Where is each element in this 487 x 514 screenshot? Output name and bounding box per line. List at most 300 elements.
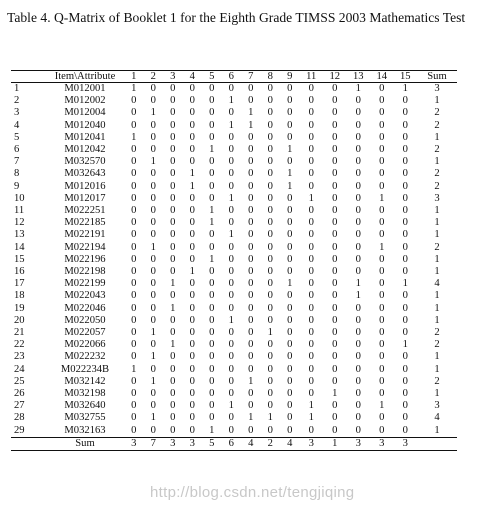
q-matrix-cell: 0 bbox=[379, 119, 385, 131]
sum-row-label: Sum bbox=[75, 437, 95, 449]
q-matrix-cell: 0 bbox=[355, 144, 361, 156]
q-matrix-cell: 0 bbox=[170, 229, 176, 241]
table-row bbox=[11, 205, 457, 217]
row-sum: 1 bbox=[434, 95, 440, 107]
item-id: M012041 bbox=[64, 131, 106, 143]
table-row bbox=[11, 229, 457, 241]
q-matrix-cell: 0 bbox=[170, 327, 176, 339]
q-matrix-cell: 0 bbox=[170, 95, 176, 107]
q-matrix-cell: 0 bbox=[150, 266, 156, 278]
q-matrix-cell: 0 bbox=[228, 83, 234, 94]
q-matrix-cell: 0 bbox=[170, 290, 176, 302]
q-matrix-cell: 1 bbox=[150, 375, 156, 387]
q-matrix-cell: 0 bbox=[228, 290, 234, 302]
item-id: M012001 bbox=[64, 83, 106, 94]
q-matrix-cell: 0 bbox=[287, 95, 293, 107]
q-matrix-cell: 0 bbox=[248, 424, 254, 436]
item-id: M032198 bbox=[64, 388, 106, 400]
q-matrix-cell: 0 bbox=[189, 327, 195, 339]
table-row bbox=[11, 168, 457, 180]
q-matrix-cell: 0 bbox=[379, 327, 385, 339]
table-header bbox=[11, 71, 457, 83]
q-matrix-cell: 0 bbox=[308, 107, 314, 119]
q-matrix-cell: 0 bbox=[248, 95, 254, 107]
q-matrix-cell: 0 bbox=[332, 314, 338, 326]
q-matrix-cell: 0 bbox=[355, 229, 361, 241]
attribute-header: 7 bbox=[248, 71, 254, 82]
q-matrix-cell: 0 bbox=[267, 375, 273, 387]
q-matrix-cell: 1 bbox=[402, 339, 408, 351]
table-row bbox=[11, 364, 457, 376]
q-matrix-cell: 0 bbox=[287, 217, 293, 229]
q-matrix-cell: 1 bbox=[228, 95, 234, 107]
q-matrix-cell: 0 bbox=[402, 290, 408, 302]
row-sum: 1 bbox=[434, 314, 440, 326]
attribute-header: 8 bbox=[267, 71, 273, 82]
q-matrix-cell: 0 bbox=[402, 253, 408, 265]
q-matrix-cell: 0 bbox=[170, 266, 176, 278]
q-matrix-cell: 1 bbox=[209, 253, 215, 265]
q-matrix-table-container bbox=[11, 70, 457, 451]
q-matrix-cell: 0 bbox=[379, 156, 385, 168]
q-matrix-cell: 0 bbox=[402, 217, 408, 229]
attribute-header: 4 bbox=[189, 71, 195, 82]
q-matrix-cell: 0 bbox=[267, 192, 273, 204]
table-row bbox=[11, 266, 457, 278]
q-matrix-cell: 0 bbox=[308, 95, 314, 107]
q-matrix-cell: 0 bbox=[228, 144, 234, 156]
q-matrix-cell: 0 bbox=[209, 229, 215, 241]
attribute-header: 11 bbox=[306, 71, 317, 82]
q-matrix-cell: 0 bbox=[209, 192, 215, 204]
q-matrix-cell: 0 bbox=[248, 339, 254, 351]
q-matrix-cell: 0 bbox=[267, 144, 273, 156]
q-matrix-cell: 0 bbox=[170, 253, 176, 265]
table-footer bbox=[11, 437, 457, 451]
q-matrix-cell: 0 bbox=[308, 83, 314, 94]
q-matrix-cell: 0 bbox=[308, 156, 314, 168]
q-matrix-cell: 0 bbox=[189, 83, 195, 94]
q-matrix-cell: 0 bbox=[150, 168, 156, 180]
table-row bbox=[11, 315, 457, 327]
q-matrix-cell: 0 bbox=[332, 400, 338, 412]
attribute-sum-cell: 3 bbox=[308, 437, 314, 449]
row-sum: 1 bbox=[434, 205, 440, 217]
q-matrix-cell: 0 bbox=[248, 327, 254, 339]
q-matrix-cell: 0 bbox=[248, 253, 254, 265]
q-matrix-cell: 0 bbox=[248, 229, 254, 241]
q-matrix-cell: 0 bbox=[248, 314, 254, 326]
q-matrix-cell: 0 bbox=[287, 156, 293, 168]
table-row bbox=[11, 388, 457, 400]
row-sum: 3 bbox=[434, 400, 440, 412]
q-matrix-cell: 0 bbox=[402, 131, 408, 143]
attribute-sum-cell: 3 bbox=[379, 437, 385, 449]
item-id: M022251 bbox=[64, 205, 106, 217]
q-matrix-cell: 0 bbox=[170, 144, 176, 156]
q-matrix-cell: 1 bbox=[170, 278, 176, 290]
q-matrix-cell: 0 bbox=[228, 363, 234, 375]
q-matrix-cell: 0 bbox=[332, 412, 338, 424]
q-matrix-cell: 0 bbox=[248, 180, 254, 192]
q-matrix-cell: 0 bbox=[248, 290, 254, 302]
q-matrix-cell: 0 bbox=[189, 217, 195, 229]
q-matrix-cell: 0 bbox=[332, 351, 338, 363]
q-matrix-cell: 0 bbox=[189, 400, 195, 412]
q-matrix-cell: 0 bbox=[287, 83, 293, 94]
row-sum: 1 bbox=[434, 131, 440, 143]
q-matrix-cell: 0 bbox=[402, 156, 408, 168]
q-matrix-cell: 0 bbox=[308, 119, 314, 131]
q-matrix-cell: 0 bbox=[189, 302, 195, 314]
q-matrix-cell: 0 bbox=[332, 424, 338, 436]
item-id: M022232 bbox=[64, 351, 106, 363]
q-matrix-cell: 0 bbox=[332, 168, 338, 180]
q-matrix-cell: 0 bbox=[209, 339, 215, 351]
q-matrix-cell: 0 bbox=[170, 400, 176, 412]
q-matrix-cell: 0 bbox=[355, 363, 361, 375]
attribute-sum-cell: 3 bbox=[355, 437, 361, 449]
item-id: M012042 bbox=[64, 144, 106, 156]
q-matrix-cell: 0 bbox=[287, 339, 293, 351]
q-matrix-cell: 1 bbox=[131, 131, 137, 143]
q-matrix-cell: 1 bbox=[150, 241, 156, 253]
row-number: 15 bbox=[14, 253, 25, 265]
q-matrix-cell: 0 bbox=[248, 266, 254, 278]
q-matrix-cell: 0 bbox=[189, 375, 195, 387]
row-sum: 3 bbox=[434, 83, 440, 94]
q-matrix-cell: 0 bbox=[355, 131, 361, 143]
row-number: 10 bbox=[14, 192, 25, 204]
q-matrix-cell: 0 bbox=[287, 119, 293, 131]
q-matrix-cell: 0 bbox=[402, 424, 408, 436]
q-matrix-cell: 1 bbox=[170, 302, 176, 314]
q-matrix-cell: 0 bbox=[248, 302, 254, 314]
q-matrix-cell: 0 bbox=[248, 83, 254, 94]
q-matrix-cell: 1 bbox=[379, 241, 385, 253]
attribute-sum-cell: 3 bbox=[131, 437, 137, 449]
q-matrix-cell: 0 bbox=[332, 302, 338, 314]
q-matrix-cell: 0 bbox=[248, 241, 254, 253]
row-sum: 1 bbox=[434, 266, 440, 278]
q-matrix-cell: 0 bbox=[379, 144, 385, 156]
attribute-header: 2 bbox=[150, 71, 156, 82]
q-matrix-cell: 0 bbox=[402, 327, 408, 339]
q-matrix-cell: 0 bbox=[209, 400, 215, 412]
q-matrix-cell: 0 bbox=[287, 375, 293, 387]
q-matrix-cell: 0 bbox=[402, 119, 408, 131]
q-matrix-cell: 0 bbox=[150, 205, 156, 217]
q-matrix-cell: 0 bbox=[170, 351, 176, 363]
row-sum: 2 bbox=[434, 375, 440, 387]
q-matrix-cell: 0 bbox=[131, 327, 137, 339]
q-matrix-cell: 0 bbox=[402, 400, 408, 412]
row-sum: 1 bbox=[434, 388, 440, 400]
q-matrix-cell: 1 bbox=[150, 156, 156, 168]
q-matrix-cell: 0 bbox=[170, 412, 176, 424]
q-matrix-cell: 0 bbox=[332, 119, 338, 131]
q-matrix-cell: 1 bbox=[355, 278, 361, 290]
q-matrix-cell: 0 bbox=[248, 144, 254, 156]
q-matrix-cell: 0 bbox=[287, 192, 293, 204]
q-matrix-cell: 0 bbox=[308, 205, 314, 217]
q-matrix-cell: 0 bbox=[267, 107, 273, 119]
q-matrix-cell: 0 bbox=[209, 95, 215, 107]
row-sum: 2 bbox=[434, 327, 440, 339]
q-matrix-cell: 0 bbox=[355, 424, 361, 436]
q-matrix-cell: 0 bbox=[189, 107, 195, 119]
q-matrix-cell: 1 bbox=[248, 412, 254, 424]
q-matrix-cell: 0 bbox=[355, 180, 361, 192]
q-matrix-cell: 0 bbox=[248, 131, 254, 143]
row-number: 5 bbox=[14, 131, 20, 143]
table-row bbox=[11, 181, 457, 193]
q-matrix-cell: 0 bbox=[228, 266, 234, 278]
q-matrix-cell: 0 bbox=[308, 339, 314, 351]
table-row bbox=[11, 107, 457, 119]
q-matrix-cell: 0 bbox=[209, 119, 215, 131]
q-matrix-cell: 0 bbox=[402, 363, 408, 375]
q-matrix-cell: 0 bbox=[150, 119, 156, 131]
q-matrix-cell: 0 bbox=[170, 388, 176, 400]
q-matrix-cell: 1 bbox=[402, 83, 408, 94]
q-matrix-cell: 0 bbox=[209, 107, 215, 119]
q-matrix-cell: 1 bbox=[379, 400, 385, 412]
q-matrix-cell: 0 bbox=[332, 180, 338, 192]
table-row bbox=[11, 83, 457, 96]
q-matrix-cell: 0 bbox=[355, 351, 361, 363]
sum-row bbox=[11, 437, 457, 451]
q-matrix-cell: 0 bbox=[267, 388, 273, 400]
q-matrix-cell: 0 bbox=[170, 217, 176, 229]
q-matrix-cell: 0 bbox=[228, 217, 234, 229]
q-matrix-cell: 0 bbox=[228, 278, 234, 290]
q-matrix-cell: 0 bbox=[267, 314, 273, 326]
table-row bbox=[11, 217, 457, 229]
q-matrix-cell: 0 bbox=[308, 229, 314, 241]
q-matrix-cell: 0 bbox=[355, 205, 361, 217]
q-matrix-cell: 1 bbox=[287, 278, 293, 290]
q-matrix-cell: 0 bbox=[308, 388, 314, 400]
q-matrix-cell: 0 bbox=[267, 229, 273, 241]
q-matrix-table bbox=[11, 70, 457, 451]
q-matrix-cell: 0 bbox=[308, 314, 314, 326]
q-matrix-cell: 1 bbox=[131, 363, 137, 375]
row-sum: 4 bbox=[434, 278, 440, 290]
q-matrix-cell: 0 bbox=[131, 290, 137, 302]
row-sum: 2 bbox=[434, 119, 440, 131]
item-id: M022057 bbox=[64, 327, 106, 339]
q-matrix-cell: 0 bbox=[402, 180, 408, 192]
q-matrix-cell: 0 bbox=[355, 266, 361, 278]
q-matrix-cell: 0 bbox=[379, 290, 385, 302]
q-matrix-cell: 0 bbox=[308, 290, 314, 302]
q-matrix-cell: 0 bbox=[150, 95, 156, 107]
table-row bbox=[11, 120, 457, 132]
q-matrix-cell: 1 bbox=[248, 375, 254, 387]
q-matrix-cell: 0 bbox=[150, 131, 156, 143]
q-matrix-cell: 0 bbox=[131, 412, 137, 424]
q-matrix-cell: 1 bbox=[228, 400, 234, 412]
q-matrix-cell: 0 bbox=[287, 424, 293, 436]
q-matrix-cell: 0 bbox=[308, 180, 314, 192]
q-matrix-cell: 0 bbox=[332, 327, 338, 339]
q-matrix-cell: 1 bbox=[287, 180, 293, 192]
q-matrix-cell: 0 bbox=[287, 412, 293, 424]
q-matrix-cell: 0 bbox=[267, 363, 273, 375]
q-matrix-cell: 0 bbox=[379, 205, 385, 217]
q-matrix-cell: 0 bbox=[150, 302, 156, 314]
item-id: M022194 bbox=[64, 241, 106, 253]
q-matrix-cell: 1 bbox=[308, 400, 314, 412]
q-matrix-cell: 0 bbox=[170, 156, 176, 168]
q-matrix-cell: 0 bbox=[332, 290, 338, 302]
q-matrix-cell: 1 bbox=[209, 424, 215, 436]
table-body bbox=[11, 83, 457, 438]
item-id: M032643 bbox=[64, 168, 106, 180]
row-sum: 1 bbox=[434, 424, 440, 436]
q-matrix-cell: 0 bbox=[287, 388, 293, 400]
q-matrix-cell: 1 bbox=[189, 266, 195, 278]
q-matrix-cell: 1 bbox=[131, 83, 137, 94]
q-matrix-cell: 0 bbox=[402, 388, 408, 400]
table-row bbox=[11, 278, 457, 290]
row-sum: 1 bbox=[434, 156, 440, 168]
q-matrix-cell: 0 bbox=[170, 168, 176, 180]
q-matrix-cell: 0 bbox=[379, 107, 385, 119]
q-matrix-cell: 0 bbox=[355, 156, 361, 168]
q-matrix-cell: 0 bbox=[131, 119, 137, 131]
q-matrix-cell: 0 bbox=[131, 217, 137, 229]
row-number: 28 bbox=[14, 412, 25, 424]
item-id: M022234B bbox=[60, 363, 110, 375]
q-matrix-cell: 0 bbox=[150, 314, 156, 326]
q-matrix-cell: 0 bbox=[332, 253, 338, 265]
q-matrix-cell: 0 bbox=[189, 119, 195, 131]
row-number: 11 bbox=[14, 205, 25, 217]
q-matrix-cell: 0 bbox=[355, 375, 361, 387]
q-matrix-cell: 0 bbox=[308, 375, 314, 387]
q-matrix-cell: 0 bbox=[267, 424, 273, 436]
q-matrix-cell: 1 bbox=[170, 339, 176, 351]
item-id: M012040 bbox=[64, 119, 106, 131]
q-matrix-cell: 0 bbox=[170, 375, 176, 387]
row-sum: 2 bbox=[434, 144, 440, 156]
row-sum: 4 bbox=[434, 412, 440, 424]
q-matrix-cell: 0 bbox=[379, 363, 385, 375]
q-matrix-cell: 0 bbox=[355, 253, 361, 265]
q-matrix-cell: 1 bbox=[209, 217, 215, 229]
row-number: 16 bbox=[14, 266, 25, 278]
item-id: M032570 bbox=[64, 156, 106, 168]
q-matrix-cell: 0 bbox=[308, 327, 314, 339]
q-matrix-cell: 0 bbox=[228, 156, 234, 168]
q-matrix-cell: 1 bbox=[228, 192, 234, 204]
attribute-header: 5 bbox=[209, 71, 215, 82]
q-matrix-cell: 0 bbox=[150, 180, 156, 192]
row-number: 12 bbox=[14, 217, 25, 229]
attribute-header: 12 bbox=[329, 71, 341, 82]
row-number-header bbox=[11, 71, 46, 83]
q-matrix-cell: 0 bbox=[131, 351, 137, 363]
q-matrix-cell: 0 bbox=[332, 241, 338, 253]
row-sum: 2 bbox=[434, 241, 440, 253]
q-matrix-cell: 0 bbox=[131, 241, 137, 253]
row-sum: 1 bbox=[434, 217, 440, 229]
q-matrix-cell: 1 bbox=[355, 83, 361, 94]
q-matrix-cell: 0 bbox=[267, 400, 273, 412]
row-sum: 2 bbox=[434, 107, 440, 119]
q-matrix-cell: 0 bbox=[355, 339, 361, 351]
q-matrix-cell: 0 bbox=[287, 131, 293, 143]
q-matrix-cell: 0 bbox=[189, 339, 195, 351]
q-matrix-cell: 0 bbox=[189, 144, 195, 156]
row-number: 6 bbox=[14, 144, 20, 156]
q-matrix-cell: 0 bbox=[287, 290, 293, 302]
q-matrix-cell: 0 bbox=[287, 351, 293, 363]
q-matrix-cell: 0 bbox=[332, 363, 338, 375]
row-sum: 1 bbox=[434, 363, 440, 375]
row-number: 3 bbox=[14, 107, 20, 119]
q-matrix-cell: 0 bbox=[228, 180, 234, 192]
q-matrix-cell: 0 bbox=[267, 241, 273, 253]
attribute-header: 14 bbox=[376, 71, 388, 82]
q-matrix-cell: 0 bbox=[228, 375, 234, 387]
q-matrix-cell: 1 bbox=[355, 290, 361, 302]
q-matrix-cell: 0 bbox=[209, 375, 215, 387]
attribute-sum-cell: 3 bbox=[402, 437, 408, 449]
q-matrix-cell: 1 bbox=[402, 278, 408, 290]
q-matrix-cell: 0 bbox=[189, 241, 195, 253]
table-row bbox=[11, 95, 457, 107]
q-matrix-cell: 0 bbox=[209, 302, 215, 314]
q-matrix-cell: 0 bbox=[355, 388, 361, 400]
q-matrix-cell: 0 bbox=[248, 351, 254, 363]
row-number: 17 bbox=[14, 278, 25, 290]
q-matrix-cell: 0 bbox=[170, 314, 176, 326]
item-id: M022199 bbox=[64, 278, 106, 290]
attribute-header: 6 bbox=[228, 71, 234, 82]
q-matrix-cell: 1 bbox=[287, 144, 293, 156]
row-number: 23 bbox=[14, 351, 25, 363]
row-number: 1 bbox=[14, 83, 20, 94]
q-matrix-cell: 0 bbox=[131, 278, 137, 290]
q-matrix-cell: 0 bbox=[131, 400, 137, 412]
q-matrix-cell: 1 bbox=[150, 351, 156, 363]
q-matrix-cell: 1 bbox=[228, 314, 234, 326]
q-matrix-cell: 1 bbox=[228, 119, 234, 131]
attribute-sum-cell: 4 bbox=[287, 437, 293, 449]
q-matrix-cell: 0 bbox=[131, 107, 137, 119]
q-matrix-cell: 0 bbox=[189, 290, 195, 302]
q-matrix-cell: 0 bbox=[308, 278, 314, 290]
q-matrix-cell: 1 bbox=[267, 412, 273, 424]
item-id: M012004 bbox=[64, 107, 106, 119]
item-id: M022050 bbox=[64, 314, 106, 326]
q-matrix-cell: 0 bbox=[267, 278, 273, 290]
q-matrix-cell: 0 bbox=[402, 192, 408, 204]
q-matrix-cell: 0 bbox=[209, 156, 215, 168]
q-matrix-cell: 0 bbox=[402, 412, 408, 424]
q-matrix-cell: 1 bbox=[267, 327, 273, 339]
q-matrix-cell: 0 bbox=[131, 205, 137, 217]
q-matrix-cell: 0 bbox=[170, 131, 176, 143]
q-matrix-cell: 0 bbox=[248, 168, 254, 180]
q-matrix-cell: 0 bbox=[131, 375, 137, 387]
q-matrix-cell: 1 bbox=[189, 180, 195, 192]
item-id: M022043 bbox=[64, 290, 106, 302]
row-number: 22 bbox=[14, 339, 25, 351]
